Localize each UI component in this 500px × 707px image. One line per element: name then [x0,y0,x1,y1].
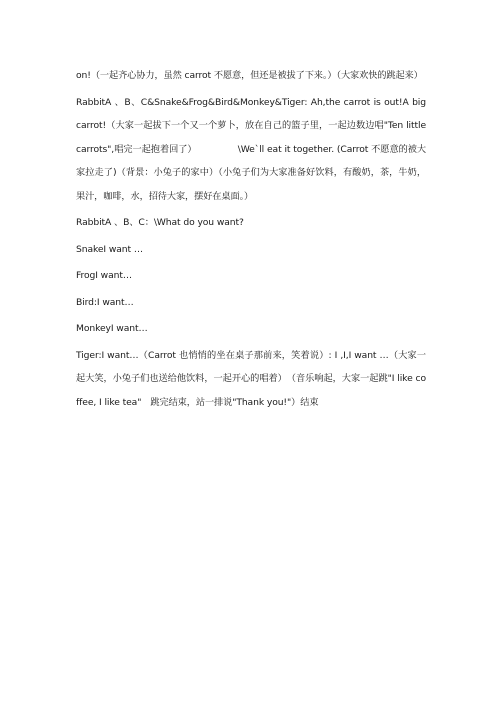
paragraph-snake: SnakeI want … [76,243,143,255]
paragraph-tiger-ending: Tiger:I want…（Carrot 也悄悄的坐在桌子那前来，笑着说）: I ,I,I want …（大家一起大笑，小兔子们也送给他饮料，一起开心的唱着） （音乐响起，大家一起跳"I like coffee, I like tea" 跳完结束，站一排说"Thank you!"）结束 [76,349,426,408]
paragraph-rabbits-ask: RabbitA 、B、C：\What do you want? [76,217,244,228]
paragraph-bird: Bird:I want… [76,296,134,308]
paragraph-monkey: MonkeyI want… [76,323,148,334]
paragraph-pulling-carrot: on!（一起齐心协力，虽然 carrot 不愿意，但还是被拔了下来。）（大家欢快的跳起来） [76,70,423,81]
paragraph-frog: FrogI want… [76,270,132,281]
paragraph-carrot-is-out: RabbitA 、B、C&Snake&Frog&Bird&Monkey&Tiger: Ah,the carrot is out!A big carrot!（大家一起拔下一个又一个萝卜，放在自己的篮子里，一起边数边唱"Ten little carrots",唱完一起抱着回了） \We`ll eat it together. (Carrot 不愿意的被大家拉走了)（背景：小兔子的家中）（小兔子们为大家准备好饮料，有酸奶，茶，牛奶，果汁，咖啡，水，招待大家，摆好在桌面。） [76,96,426,202]
